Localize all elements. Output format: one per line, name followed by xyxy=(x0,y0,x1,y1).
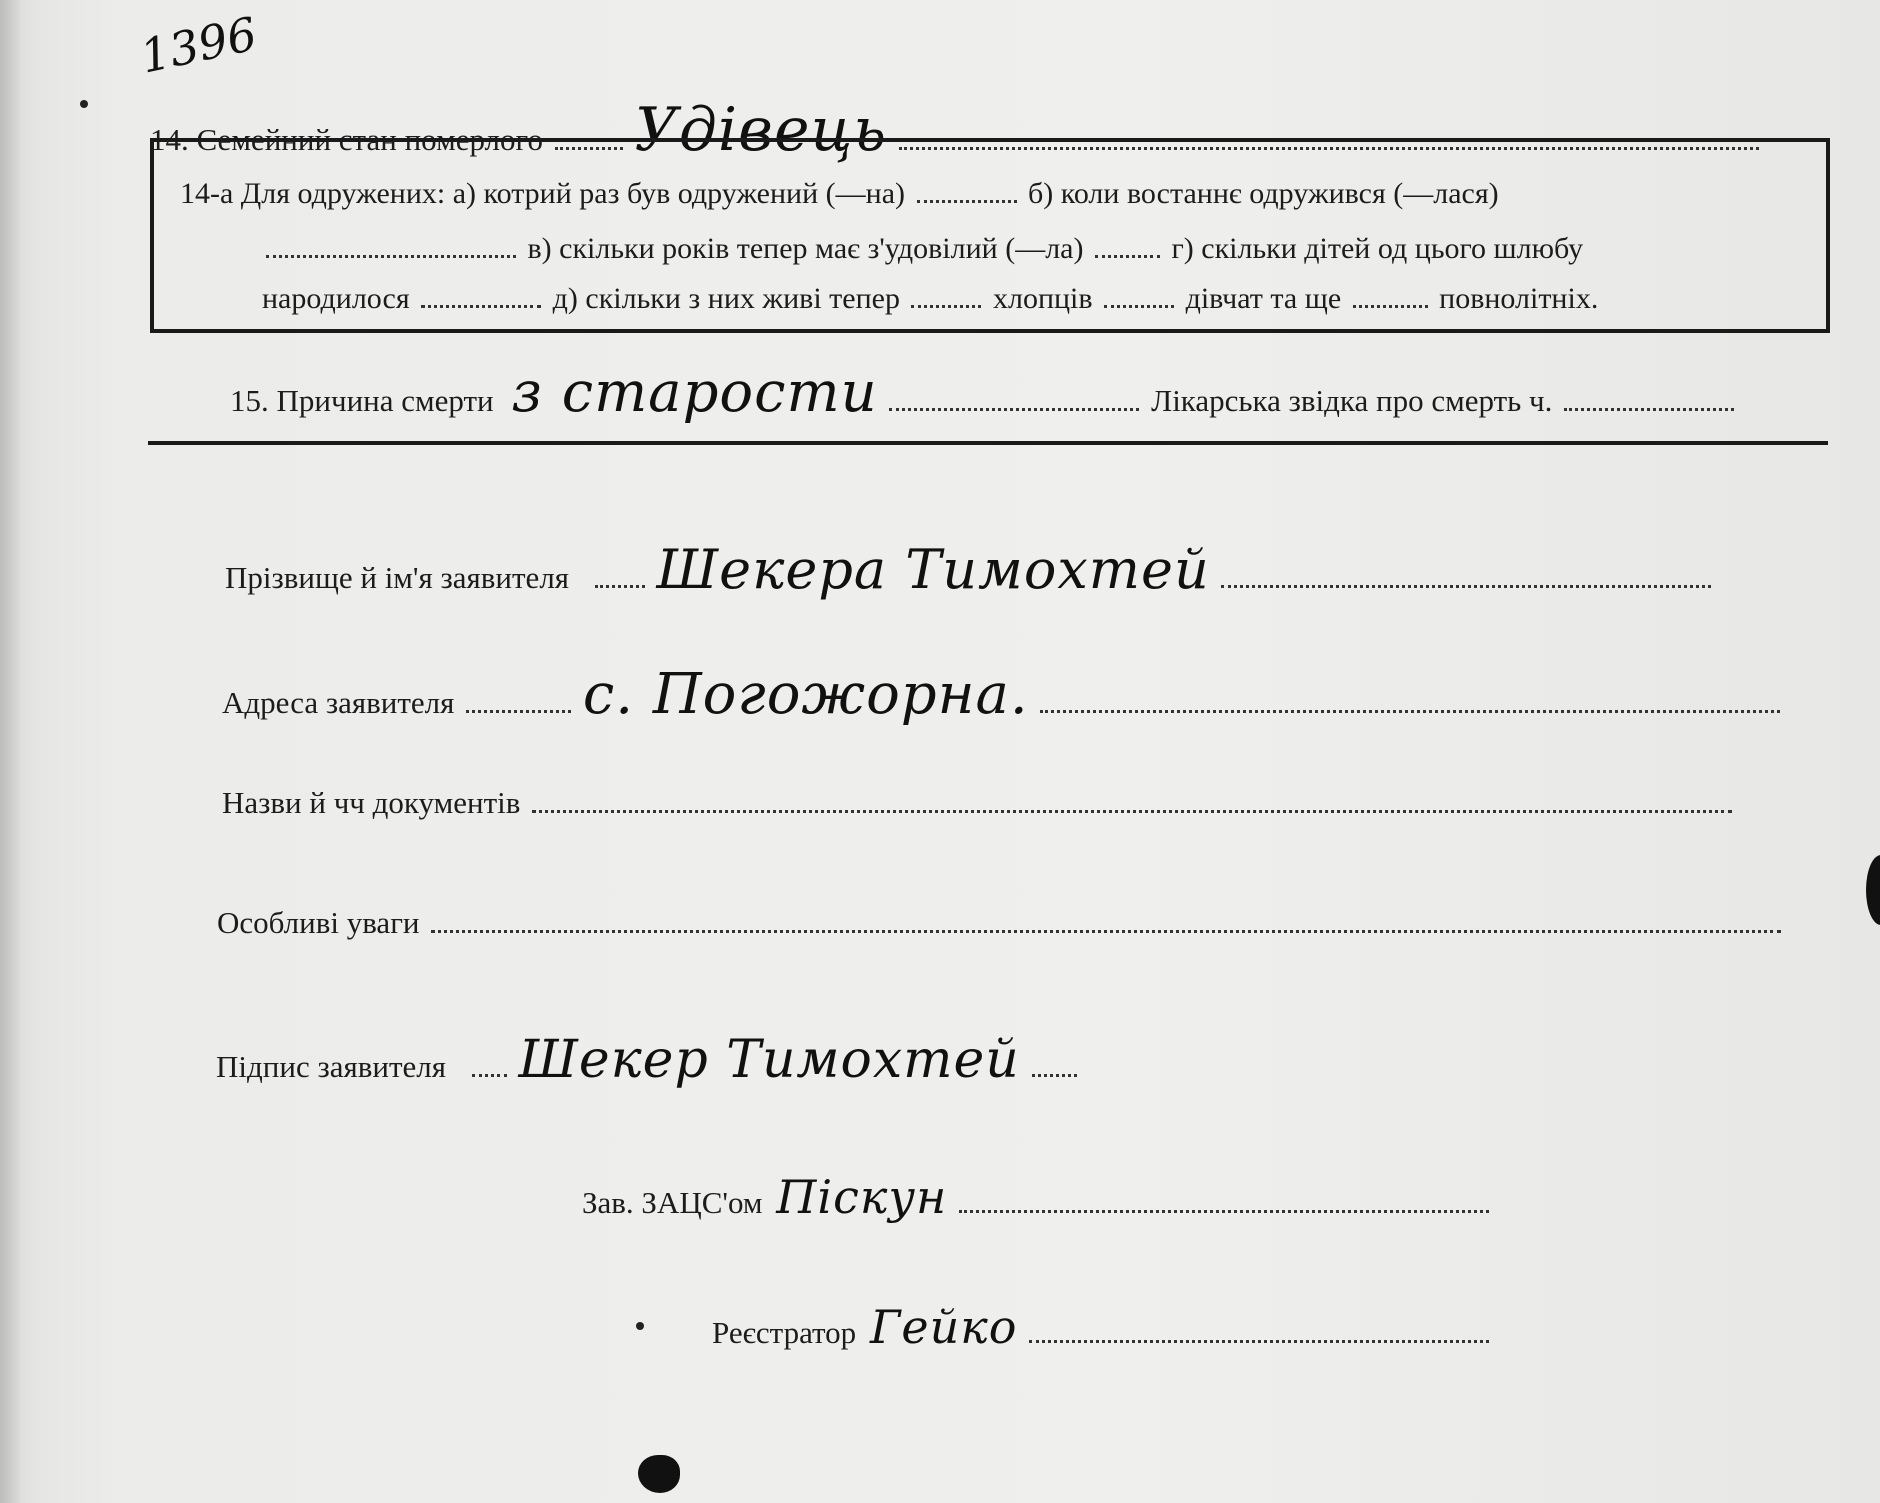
item-14a-born: народилося xyxy=(262,282,410,315)
item-14a-boys: хлопців xyxy=(992,282,1093,315)
item-14-label: Семейний стан померлого xyxy=(196,122,543,157)
applicant-address-label: Адреса заявителя xyxy=(222,685,455,720)
dotted-line xyxy=(1029,1340,1489,1343)
applicant-signature-value: Шекер Тимохтей xyxy=(518,1030,1020,1090)
applicant-name-row xyxy=(225,538,1715,601)
dotted-line xyxy=(1564,408,1734,411)
dotted-line xyxy=(472,1074,507,1077)
registrar-signature: Гейко xyxy=(869,1300,1018,1354)
applicant-signature-row xyxy=(216,1030,1081,1090)
applicant-signature-label: Підпис заявителя xyxy=(216,1049,446,1084)
dotted-line xyxy=(1221,585,1711,588)
item-15-row xyxy=(230,360,1738,425)
item-14a-girls: дівчат та ще xyxy=(1185,282,1342,315)
item-15-value: з старости xyxy=(511,360,878,425)
registry-head-signature: Піскун xyxy=(776,1170,948,1224)
item-14a-d: д) скільки з них живі тепер xyxy=(552,282,900,315)
dotted-line xyxy=(911,305,981,308)
medical-note-label: Лікарська звідка про смерть ч. xyxy=(1151,383,1553,418)
ink-blot xyxy=(1866,855,1880,925)
item-14a-g: г) скільки дітей од цього шлюбу xyxy=(1171,232,1584,265)
page-edge-shadow xyxy=(0,0,22,1503)
applicant-address-value: с. Погожорна. xyxy=(582,662,1029,727)
registrar-label: Реєстратор xyxy=(712,1315,857,1350)
dotted-line xyxy=(595,585,645,588)
dotted-line xyxy=(421,305,541,308)
dotted-line xyxy=(1032,1074,1077,1077)
item-14a-adult: повнолітніх. xyxy=(1439,282,1599,315)
dotted-line xyxy=(466,710,571,713)
notes-label: Особливі уваги xyxy=(217,905,420,940)
documents-label: Назви й чч документів xyxy=(222,785,521,820)
item-14a-line-3 xyxy=(262,282,1598,316)
item-14a-b: б) коли востаннє одружився (—лася) xyxy=(1028,177,1499,210)
dotted-line xyxy=(1095,255,1160,258)
item-14a-v: в) скільки років тепер має з'удовілий (—ла) xyxy=(527,232,1084,265)
notes-row xyxy=(217,905,1785,941)
ink-blot xyxy=(638,1455,680,1493)
dotted-line xyxy=(959,1210,1489,1213)
registrar-row xyxy=(712,1300,1493,1354)
ink-dot xyxy=(636,1322,644,1330)
dotted-line xyxy=(532,810,1732,813)
dotted-line xyxy=(1040,710,1780,713)
applicant-name-value: Шекера Тимохтей xyxy=(656,538,1210,601)
dotted-line xyxy=(917,200,1017,203)
item-14a-line-1 xyxy=(180,177,1499,211)
dotted-line xyxy=(1353,305,1428,308)
item-15-number: 15. xyxy=(230,383,269,418)
applicant-name-label: Прізвище й ім'я заявителя xyxy=(225,560,570,595)
item-14-number: 14. xyxy=(150,122,189,157)
documents-row xyxy=(222,785,1736,821)
registry-head-row xyxy=(582,1170,1493,1224)
ink-dot xyxy=(80,100,88,108)
item-14a-a: 14-а Для одружених: а) котрий раз був одружений (—на) xyxy=(180,177,906,210)
registry-head-label: Зав. ЗАЦС'ом xyxy=(582,1185,763,1220)
dotted-line xyxy=(889,408,1139,411)
applicant-address-row xyxy=(222,662,1784,727)
archive-mark: 1396 xyxy=(135,6,262,84)
dotted-line xyxy=(266,255,516,258)
item-14a-line-2 xyxy=(262,232,1583,266)
dotted-line xyxy=(1104,305,1174,308)
item-15-label: Причина смерти xyxy=(276,383,494,418)
item-14-value: Удівець xyxy=(634,95,888,165)
dotted-line xyxy=(431,930,1781,933)
section-divider xyxy=(148,441,1828,445)
